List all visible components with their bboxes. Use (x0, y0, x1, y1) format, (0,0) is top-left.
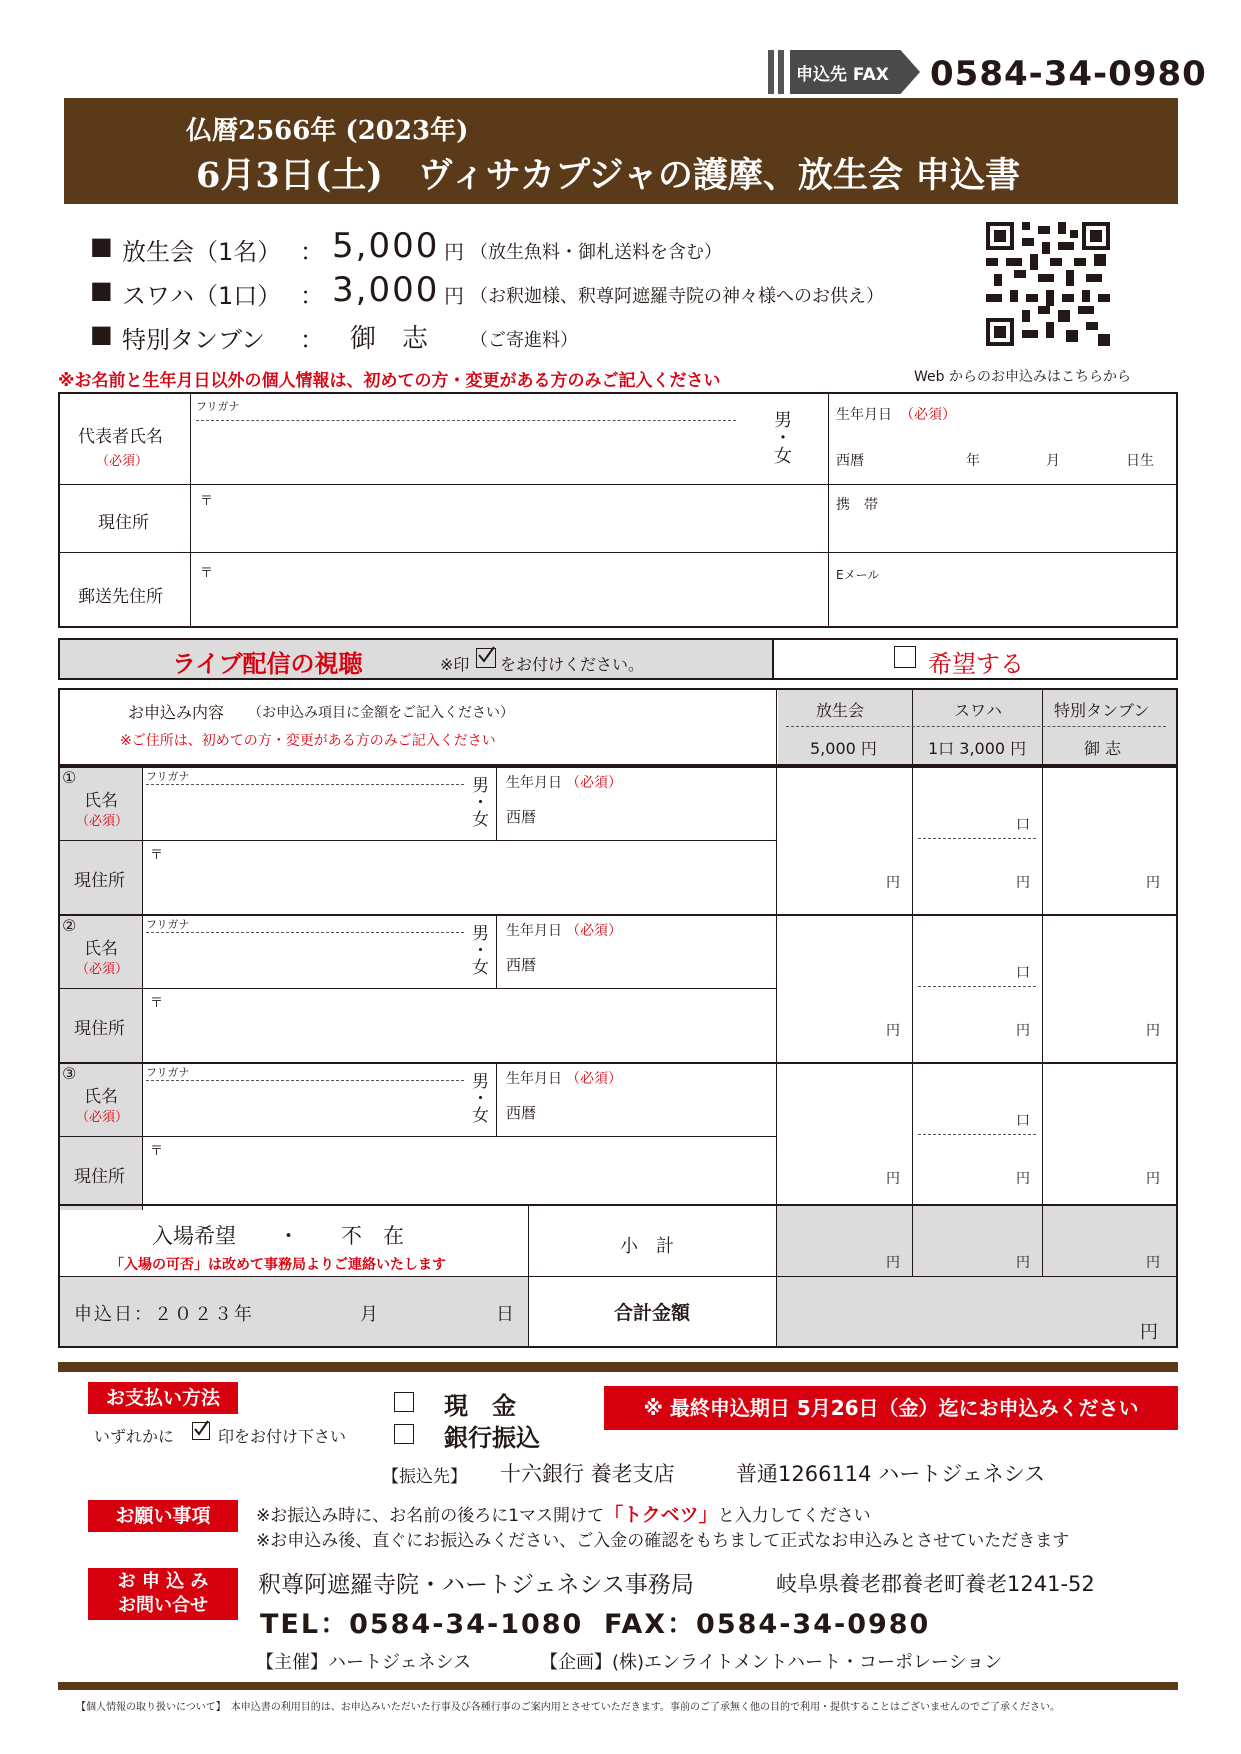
rep-vline (190, 392, 191, 628)
entry-birth-label: 生年月日 (506, 775, 562, 791)
rep-hline (58, 484, 1178, 485)
rep-mail-address-label: 郵送先住所 (78, 587, 163, 607)
fax-label: 申込先 FAX (796, 65, 889, 85)
fax-number: 0584-34-0980 (930, 54, 1207, 94)
rep-month: 月 (1046, 453, 1060, 469)
live-note-post: をお付けください。 (500, 655, 645, 674)
entry-top-line (58, 1062, 1178, 1064)
price-note: （放生魚料・御札送料を含む） (470, 242, 722, 263)
entry-top-line (58, 914, 1178, 916)
col-head-name: スワハ (954, 701, 1003, 720)
total-label: 合計金額 (614, 1302, 691, 1324)
price-unit: 円 (444, 284, 464, 308)
rep-email-label: Eメール (836, 568, 880, 582)
cash-label: 現 金 (444, 1392, 516, 1420)
payment-instruction-pre: いずれかに (94, 1427, 175, 1446)
entry-birth-input[interactable] (548, 1092, 770, 1132)
bank-transfer-label: 【振込先】 (382, 1467, 467, 1487)
entry-address-label: 現住所 (74, 1167, 125, 1187)
entry-name-label: 氏名 (84, 791, 118, 811)
col-head-price: 御 志 (1084, 739, 1122, 758)
qr-caption: Web からのお申込みはこちらから (914, 369, 1131, 385)
date-month[interactable]: 月 (360, 1304, 378, 1325)
rep-vline (828, 392, 829, 628)
bank-name: 十六銀行 養老支店 (500, 1462, 675, 1486)
price-name: スワハ（1口） (122, 282, 282, 310)
rep-mail-postal: 〒 (200, 566, 214, 581)
entries-title: お申込み内容 (128, 703, 225, 722)
request-line1-post: と入力してください (717, 1506, 871, 1526)
rep-day: 日生 (1126, 453, 1154, 469)
rep-email-input[interactable] (832, 556, 1172, 624)
entry-required: （必須） (76, 962, 129, 977)
entry-kuchi[interactable]: 口 (1016, 1113, 1030, 1129)
entry-number: ② (62, 916, 77, 935)
col-head-name: 特別タンブン (1054, 701, 1150, 720)
bullet: ■ (90, 276, 113, 304)
subtotal-bg (777, 1206, 1176, 1276)
request-line1 (256, 1500, 871, 1527)
request-line2: ※お申込み後、直ぐにお振込みください、ご入金の確認をもちまして正式なお申込みとさせていただきます (256, 1531, 1070, 1551)
entry-birth-required: （必須） (566, 1071, 622, 1087)
entry-gender[interactable]: 男・女 (468, 1072, 488, 1123)
entry-gender[interactable]: 男・女 (468, 924, 488, 975)
entry-furigana-line (146, 784, 464, 785)
col-head-price: 1口 3,000 円 (928, 739, 1027, 758)
bullet: ■ (90, 320, 113, 348)
cash-checkbox[interactable] (394, 1392, 414, 1412)
entry-name-input[interactable] (146, 1082, 464, 1132)
subtotal-sep (912, 1206, 913, 1276)
entry-yen[interactable]: 円 (886, 1023, 900, 1039)
entry-kuchi-dash (918, 986, 1036, 987)
bank-checkbox[interactable] (394, 1424, 414, 1444)
entries-title-note: （お申込み項目に金額をご記入ください） (248, 705, 514, 721)
price-amount: 御 志 (350, 324, 429, 354)
payment-instruction-post: 印をお付け下さい (218, 1427, 347, 1446)
entry-name-input[interactable] (146, 934, 464, 984)
request-keyword: 「トクベツ」 (604, 1504, 718, 1526)
entry-furigana: フリガナ (146, 770, 190, 783)
privacy-note: ※お名前と生年月日以外の個人情報は、初めての方・変更がある方のみご記入ください (58, 371, 721, 391)
entry-yen[interactable]: 円 (1016, 1171, 1030, 1187)
live-checkbox[interactable] (894, 646, 916, 668)
subtotal-yen[interactable]: 円 (886, 1255, 900, 1271)
entry-name-label: 氏名 (84, 1087, 118, 1107)
entry-furigana: フリガナ (146, 1066, 190, 1079)
subtotal-yen[interactable]: 円 (1146, 1255, 1160, 1271)
rep-seireki: 西暦 (836, 453, 864, 469)
contact-host: 【主催】ハートジェネシス (256, 1652, 472, 1673)
live-note-pre: ※印 (440, 655, 470, 674)
price-colon: ： (300, 326, 324, 354)
entry-required: （必須） (76, 814, 129, 829)
checkmark-icon (476, 648, 496, 668)
entry-top-line (58, 766, 1178, 768)
entry-yen[interactable]: 円 (1146, 1023, 1160, 1039)
col-head-price: 5,000 円 (810, 739, 877, 758)
rep-furigana-line (196, 420, 736, 421)
bank-label: 銀行振込 (444, 1424, 540, 1452)
rep-name-label: 代表者氏名 (78, 427, 163, 447)
contact-fax: FAX：0584-34-0980 (604, 1609, 931, 1640)
entry-kuchi[interactable]: 口 (1016, 965, 1030, 981)
entry-wish-note: 「入場の可否」は改めて事務局よりご連絡いたします (110, 1257, 446, 1273)
price-colon: ： (300, 238, 324, 266)
rep-mobile-label: 携 帯 (836, 497, 878, 513)
fax-header (768, 50, 792, 94)
price-name: 特別タンブン (122, 326, 266, 354)
subtotal-label: 小 計 (620, 1236, 674, 1257)
rep-address-input[interactable] (196, 488, 822, 548)
request-line1-pre: ※お振込み時に、お名前の後ろに1マス開けて (256, 1506, 605, 1526)
price-row (90, 314, 970, 358)
entry-name-input[interactable] (146, 786, 464, 836)
privacy-footer: 【個人情報の取り扱いについて】 本申込書の利用目的は、お申込みいただいた行事及び各種行事のご案内用とさせていただきます。事前のご了承無く他の目的で利用・提供することはございませんのでご了承ください。 (76, 1702, 1060, 1713)
rep-address-label: 現住所 (98, 513, 149, 533)
contact-tag (88, 1568, 238, 1620)
rep-furigana-label: フリガナ (196, 400, 240, 413)
entry-address-input[interactable] (146, 842, 772, 912)
rep-mail-address-input[interactable] (196, 556, 822, 624)
entry-address-input[interactable] (146, 1138, 772, 1208)
entry-seireki: 西暦 (506, 808, 537, 826)
price-amount: 5,000 (332, 226, 440, 266)
price-row (90, 226, 970, 270)
col-sep (912, 688, 913, 766)
entry-vline (496, 766, 497, 840)
entry-kuchi-dash (918, 1134, 1036, 1135)
subtotal-sep (1042, 1206, 1043, 1276)
entry-number: ③ (62, 1064, 77, 1083)
request-tag: お願い事項 (88, 1500, 238, 1532)
entry-required: （必須） (76, 1110, 129, 1125)
entry-name-label: 氏名 (84, 939, 118, 959)
qr-code-icon[interactable] (986, 222, 1110, 346)
entry-vline (496, 914, 497, 988)
entries-sub-note: ※ご住所は、初めての方・変更がある方のみご記入ください (120, 733, 496, 749)
entry-birth-input[interactable] (548, 944, 770, 984)
title-line2: 6月3日(土) ヴィサカプジャの護摩、放生会 申込書 (196, 155, 1021, 196)
total-yen[interactable]: 円 (1140, 1322, 1158, 1343)
contact-address: 岐阜県養老郡養老町養老1241-52 (776, 1572, 1095, 1596)
entry-postal: 〒 (150, 848, 164, 863)
checkmark-icon (192, 1422, 210, 1440)
entry-address-label: 現住所 (74, 1019, 125, 1039)
col-head-dash (786, 726, 1166, 727)
entry-birth-input[interactable] (548, 796, 770, 836)
price-colon: ： (300, 282, 324, 310)
entry-furigana-line (146, 1080, 464, 1081)
live-option-label: 希望する (928, 650, 1024, 678)
entry-yen[interactable]: 円 (1146, 875, 1160, 891)
entry-yen[interactable]: 円 (886, 1171, 900, 1187)
date-label: 申込日：２０２３年 (74, 1304, 254, 1325)
live-label: ライブ配信の視聴 (172, 650, 363, 678)
price-row (90, 270, 970, 314)
rep-hline (58, 552, 1178, 553)
entry-birth-label: 生年月日 (506, 923, 562, 939)
rep-required: （必須） (96, 454, 149, 469)
title-line1: 仏暦2566年 (2023年) (186, 116, 469, 146)
entry-kuchi[interactable]: 口 (1016, 817, 1030, 833)
entry-address-label: 現住所 (74, 871, 125, 891)
entry-postal: 〒 (150, 996, 164, 1011)
subtotal-yen[interactable]: 円 (1016, 1255, 1030, 1271)
price-amount: 3,000 (332, 270, 440, 310)
rep-gender[interactable]: 男・女 (771, 410, 792, 464)
entry-furigana: フリガナ (146, 918, 190, 931)
contact-org: 釈尊阿遮羅寺院・ハートジェネシス事務局 (258, 1572, 694, 1598)
total-bg (777, 1277, 1176, 1346)
price-name: 放生会（1名） (122, 238, 282, 266)
entry-mid-line (60, 1136, 776, 1137)
rep-name-input[interactable] (196, 424, 756, 480)
entry-yen[interactable]: 円 (1146, 1171, 1160, 1187)
rep-mobile-input[interactable] (832, 488, 1172, 548)
entry-number: ① (62, 768, 77, 787)
entry-birth-required: （必須） (566, 923, 622, 939)
entry-kuchi-dash (918, 838, 1036, 839)
entry-yen[interactable]: 円 (1016, 1023, 1030, 1039)
entry-yen[interactable]: 円 (886, 875, 900, 891)
entry-furigana-line (146, 932, 464, 933)
deadline-banner: ※ 最終申込期日 5月26日（金）迄にお申込みください (604, 1386, 1178, 1430)
payment-tag: お支払い方法 (88, 1382, 238, 1414)
rep-year: 年 (966, 453, 980, 469)
entry-gender[interactable]: 男・女 (468, 776, 488, 827)
col-sep (776, 688, 777, 766)
section-divider (58, 1362, 1178, 1372)
entry-seireki: 西暦 (506, 956, 537, 974)
entry-wish-text[interactable]: 入場希望 ・ 不 在 (152, 1224, 404, 1248)
entry-seireki: 西暦 (506, 1104, 537, 1122)
entry-yen[interactable]: 円 (1016, 875, 1030, 891)
col-head-name: 放生会 (816, 701, 865, 720)
bank-account: 普通1266114 ハートジェネシス (736, 1462, 1046, 1486)
entry-birth-required: （必須） (566, 775, 622, 791)
date-day[interactable]: 日 (496, 1304, 514, 1325)
rep-postal: 〒 (200, 494, 214, 509)
col-sep (1042, 688, 1043, 766)
entry-postal: 〒 (150, 1144, 164, 1159)
price-note: （お釈迦様、釈尊阿遮羅寺院の神々様へのお供え） (470, 286, 884, 307)
price-note: （ご寄進料） (470, 330, 578, 351)
entry-vline (496, 1062, 497, 1136)
entry-mid-line (60, 840, 776, 841)
entry-birth-label: 生年月日 (506, 1071, 562, 1087)
contact-tel: TEL：0584-34-1080 (260, 1609, 584, 1640)
entry-mid-line (60, 988, 776, 989)
bottom-divider (58, 1682, 1178, 1690)
entry-address-input[interactable] (146, 990, 772, 1060)
contact-tag-line1: お 申 込 み (117, 1571, 209, 1592)
price-unit: 円 (444, 240, 464, 264)
rep-birth-label: 生年月日 (836, 407, 892, 423)
contact-tag-line2: お問い合せ (118, 1595, 208, 1616)
contact-planner: 【企画】(株)エンライトメントハート・コーポレーション (540, 1652, 1003, 1673)
rep-birth-required: （必須） (900, 407, 956, 423)
bullet: ■ (90, 232, 113, 260)
